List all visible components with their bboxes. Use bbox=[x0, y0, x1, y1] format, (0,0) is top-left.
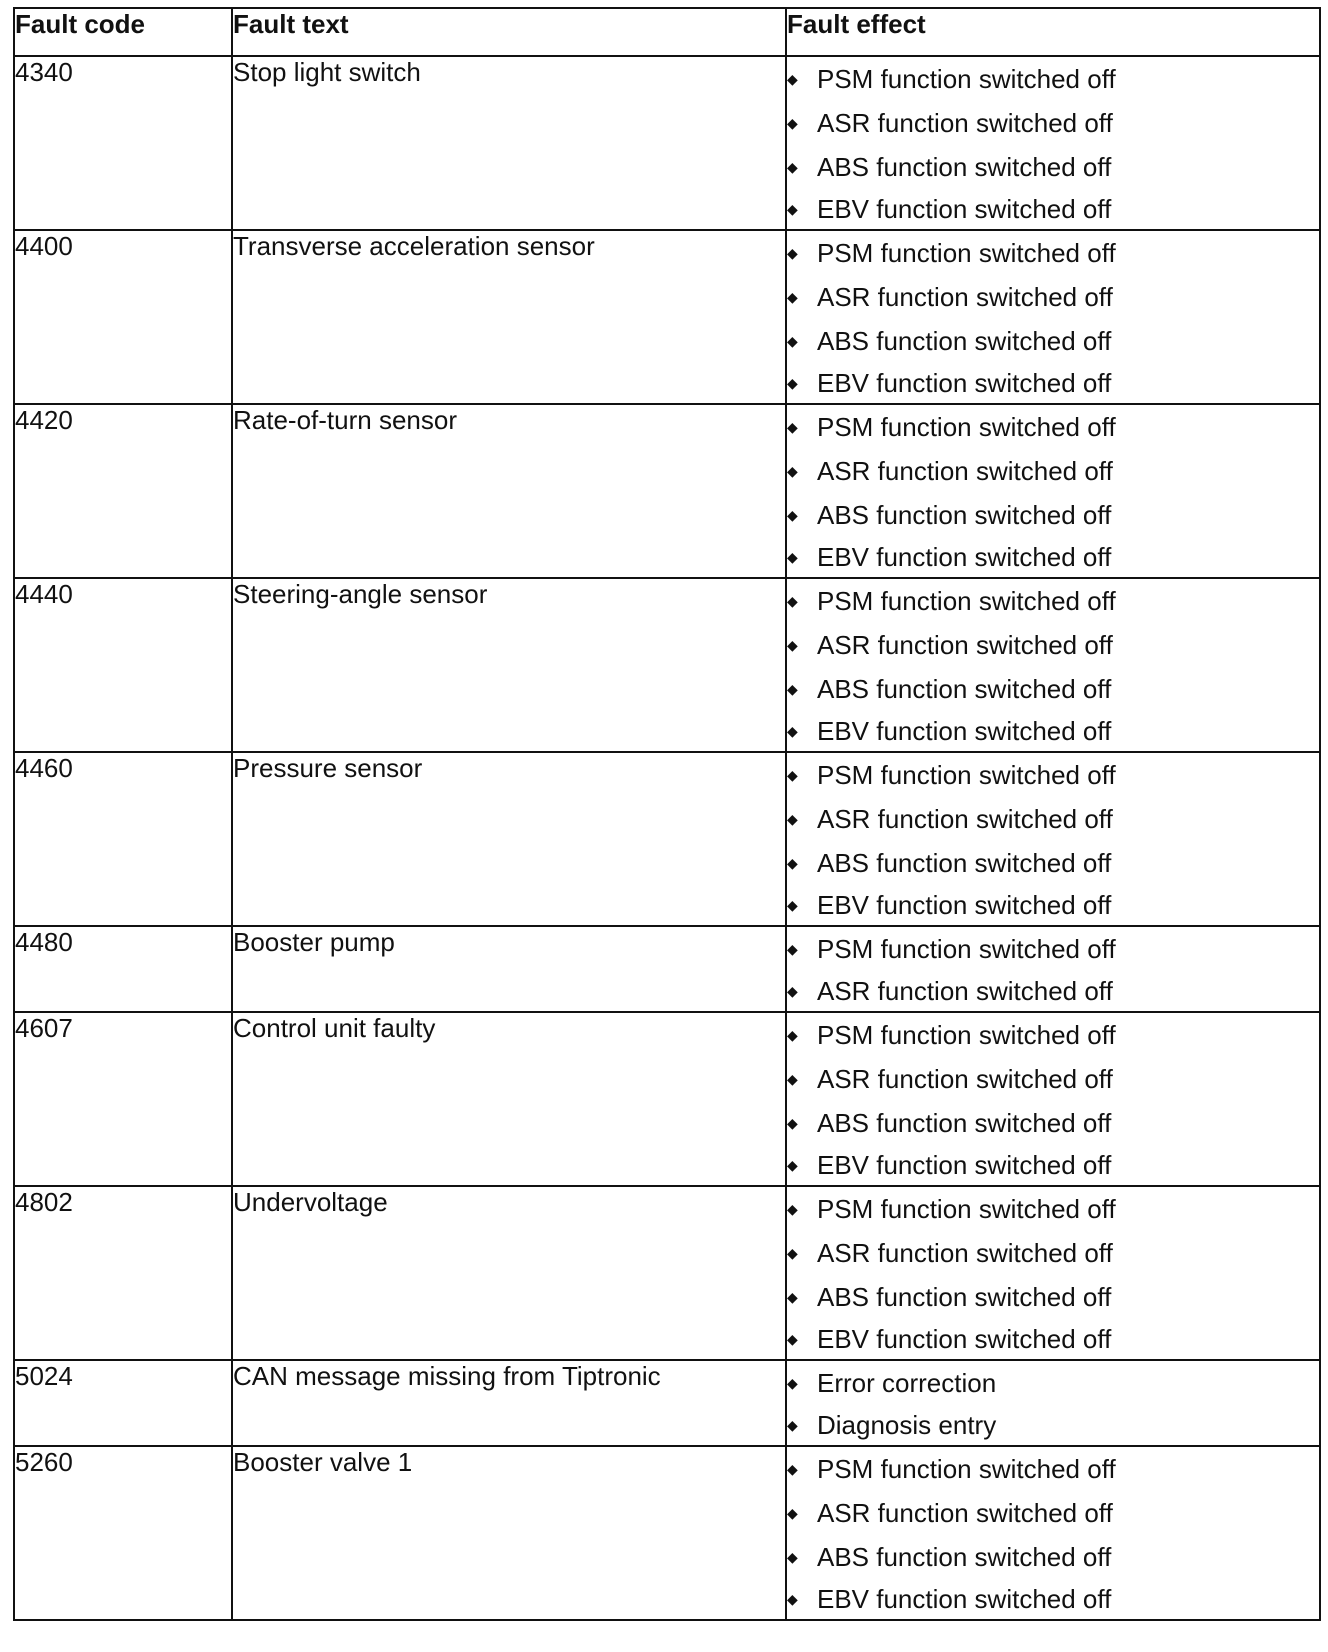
fault-effect-text: ABS function switched off bbox=[817, 674, 1112, 704]
diamond-bullet-icon: ◆ bbox=[787, 201, 798, 218]
fault-effect-list bbox=[787, 927, 1319, 1011]
fault-text-cell: Rate-of-turn sensor bbox=[232, 404, 786, 578]
fault-effect-cell bbox=[786, 578, 1320, 752]
diamond-bullet-icon: ◆ bbox=[787, 1201, 798, 1218]
fault-effect-item bbox=[787, 971, 1319, 1011]
fault-effect-item bbox=[787, 145, 1319, 189]
header-fault-text: Fault text bbox=[232, 8, 786, 56]
diamond-bullet-icon: ◆ bbox=[787, 419, 798, 436]
fault-code-cell: 4460 bbox=[14, 752, 232, 926]
fault-effect-item bbox=[787, 1535, 1319, 1579]
fault-effect-item bbox=[787, 57, 1319, 101]
fault-effect-item bbox=[787, 1013, 1319, 1057]
fault-text-cell: Control unit faulty bbox=[232, 1012, 786, 1186]
fault-effect-text: ABS function switched off bbox=[817, 848, 1112, 878]
fault-effect-text: ASR function switched off bbox=[817, 976, 1113, 1006]
fault-effect-item bbox=[787, 1275, 1319, 1319]
fault-text-cell: Booster valve 1 bbox=[232, 1446, 786, 1620]
diamond-bullet-icon: ◆ bbox=[787, 333, 798, 350]
fault-effect-text: EBV function switched off bbox=[817, 542, 1112, 572]
diamond-bullet-icon: ◆ bbox=[787, 1331, 798, 1348]
table-body bbox=[14, 56, 1320, 1620]
fault-effect-list bbox=[787, 1447, 1319, 1619]
fault-effect-item bbox=[787, 753, 1319, 797]
fault-effect-item bbox=[787, 711, 1319, 751]
fault-effect-item bbox=[787, 927, 1319, 971]
fault-effect-text: PSM function switched off bbox=[817, 760, 1116, 790]
fault-code-cell: 4440 bbox=[14, 578, 232, 752]
table-row bbox=[14, 1186, 1320, 1360]
fault-effect-text: EBV function switched off bbox=[817, 716, 1112, 746]
fault-effect-item bbox=[787, 231, 1319, 275]
diamond-bullet-icon: ◆ bbox=[787, 1289, 798, 1306]
fault-effect-item bbox=[787, 841, 1319, 885]
diamond-bullet-icon: ◆ bbox=[787, 1027, 798, 1044]
diamond-bullet-icon: ◆ bbox=[787, 637, 798, 654]
fault-effect-text: ASR function switched off bbox=[817, 282, 1113, 312]
diamond-bullet-icon: ◆ bbox=[787, 71, 798, 88]
fault-code-cell: 4480 bbox=[14, 926, 232, 1012]
fault-effect-cell bbox=[786, 752, 1320, 926]
fault-code-table bbox=[13, 7, 1321, 1621]
fault-code-cell: 4420 bbox=[14, 404, 232, 578]
fault-effect-text: ASR function switched off bbox=[817, 1238, 1113, 1268]
fault-effect-list bbox=[787, 57, 1319, 229]
fault-effect-text: ASR function switched off bbox=[817, 804, 1113, 834]
fault-text-cell: Booster pump bbox=[232, 926, 786, 1012]
diamond-bullet-icon: ◆ bbox=[787, 1461, 798, 1478]
diamond-bullet-icon: ◆ bbox=[787, 159, 798, 176]
fault-effect-item bbox=[787, 1491, 1319, 1535]
fault-effect-text: Error correction bbox=[817, 1368, 997, 1398]
fault-effect-item bbox=[787, 623, 1319, 667]
fault-effect-list bbox=[787, 1187, 1319, 1359]
fault-effect-list bbox=[787, 1361, 1319, 1445]
fault-effect-cell bbox=[786, 1186, 1320, 1360]
fault-effect-cell bbox=[786, 404, 1320, 578]
fault-text-cell: Pressure sensor bbox=[232, 752, 786, 926]
diamond-bullet-icon: ◆ bbox=[787, 1071, 798, 1088]
header-fault-effect: Fault effect bbox=[786, 8, 1320, 56]
diamond-bullet-icon: ◆ bbox=[787, 897, 798, 914]
table-row bbox=[14, 752, 1320, 926]
fault-effect-text: ABS function switched off bbox=[817, 1108, 1112, 1138]
diamond-bullet-icon: ◆ bbox=[787, 289, 798, 306]
fault-effect-text: EBV function switched off bbox=[817, 194, 1112, 224]
fault-text-cell: Steering-angle sensor bbox=[232, 578, 786, 752]
fault-effect-item bbox=[787, 1145, 1319, 1185]
fault-effect-text: ABS function switched off bbox=[817, 1282, 1112, 1312]
fault-effect-item bbox=[787, 189, 1319, 229]
fault-effect-item bbox=[787, 449, 1319, 493]
fault-effect-text: PSM function switched off bbox=[817, 64, 1116, 94]
fault-effect-cell bbox=[786, 1446, 1320, 1620]
fault-effect-item bbox=[787, 363, 1319, 403]
fault-effect-text: ASR function switched off bbox=[817, 630, 1113, 660]
fault-effect-text: ABS function switched off bbox=[817, 500, 1112, 530]
fault-effect-text: PSM function switched off bbox=[817, 934, 1116, 964]
diamond-bullet-icon: ◆ bbox=[787, 1245, 798, 1262]
fault-effect-item bbox=[787, 1405, 1319, 1445]
fault-effect-item bbox=[787, 885, 1319, 925]
fault-effect-cell bbox=[786, 1012, 1320, 1186]
fault-effect-text: PSM function switched off bbox=[817, 1020, 1116, 1050]
fault-text-cell: Undervoltage bbox=[232, 1186, 786, 1360]
fault-effect-text: ABS function switched off bbox=[817, 152, 1112, 182]
fault-effect-item bbox=[787, 1187, 1319, 1231]
table-row bbox=[14, 404, 1320, 578]
fault-effect-text: PSM function switched off bbox=[817, 1194, 1116, 1224]
diamond-bullet-icon: ◆ bbox=[787, 549, 798, 566]
fault-effect-item bbox=[787, 405, 1319, 449]
diamond-bullet-icon: ◆ bbox=[787, 767, 798, 784]
fault-effect-item bbox=[787, 101, 1319, 145]
fault-effect-item bbox=[787, 537, 1319, 577]
table-row bbox=[14, 1360, 1320, 1446]
fault-effect-text: PSM function switched off bbox=[817, 1454, 1116, 1484]
diamond-bullet-icon: ◆ bbox=[787, 1549, 798, 1566]
table-row bbox=[14, 926, 1320, 1012]
fault-code-cell: 4802 bbox=[14, 1186, 232, 1360]
fault-effect-list bbox=[787, 405, 1319, 577]
diamond-bullet-icon: ◆ bbox=[787, 1375, 798, 1392]
fault-effect-item bbox=[787, 667, 1319, 711]
table-row bbox=[14, 230, 1320, 404]
header-fault-code: Fault code bbox=[14, 8, 232, 56]
diamond-bullet-icon: ◆ bbox=[787, 983, 798, 1000]
fault-effect-text: PSM function switched off bbox=[817, 238, 1116, 268]
fault-effect-item bbox=[787, 1361, 1319, 1405]
fault-code-cell: 5024 bbox=[14, 1360, 232, 1446]
fault-effect-item bbox=[787, 1579, 1319, 1619]
fault-effect-cell bbox=[786, 1360, 1320, 1446]
diamond-bullet-icon: ◆ bbox=[787, 1591, 798, 1608]
fault-effect-text: EBV function switched off bbox=[817, 1324, 1112, 1354]
fault-text-cell: CAN message missing from Tiptronic bbox=[232, 1360, 786, 1446]
diamond-bullet-icon: ◆ bbox=[787, 507, 798, 524]
fault-effect-text: EBV function switched off bbox=[817, 1584, 1112, 1614]
table-row bbox=[14, 56, 1320, 230]
fault-effect-item bbox=[787, 1101, 1319, 1145]
diamond-bullet-icon: ◆ bbox=[787, 941, 798, 958]
fault-effect-text: ABS function switched off bbox=[817, 326, 1112, 356]
fault-effect-list bbox=[787, 753, 1319, 925]
fault-text-cell: Stop light switch bbox=[232, 56, 786, 230]
fault-effect-text: Diagnosis entry bbox=[817, 1410, 997, 1440]
fault-text-cell: Transverse acceleration sensor bbox=[232, 230, 786, 404]
fault-effect-cell bbox=[786, 56, 1320, 230]
fault-effect-item bbox=[787, 319, 1319, 363]
table-row bbox=[14, 1012, 1320, 1186]
fault-effect-item bbox=[787, 275, 1319, 319]
fault-code-cell: 4340 bbox=[14, 56, 232, 230]
fault-effect-item bbox=[787, 1231, 1319, 1275]
table-header-row bbox=[14, 8, 1320, 56]
diamond-bullet-icon: ◆ bbox=[787, 723, 798, 740]
fault-effect-text: PSM function switched off bbox=[817, 586, 1116, 616]
diamond-bullet-icon: ◆ bbox=[787, 463, 798, 480]
fault-code-cell: 5260 bbox=[14, 1446, 232, 1620]
diamond-bullet-icon: ◆ bbox=[787, 593, 798, 610]
diamond-bullet-icon: ◆ bbox=[787, 811, 798, 828]
fault-effect-list bbox=[787, 579, 1319, 751]
fault-effect-list bbox=[787, 1013, 1319, 1185]
fault-effect-item bbox=[787, 579, 1319, 623]
fault-effect-list bbox=[787, 231, 1319, 403]
table-row bbox=[14, 1446, 1320, 1620]
fault-effect-text: ASR function switched off bbox=[817, 1498, 1113, 1528]
fault-effect-cell bbox=[786, 926, 1320, 1012]
table-row bbox=[14, 578, 1320, 752]
fault-effect-cell bbox=[786, 230, 1320, 404]
fault-effect-text: EBV function switched off bbox=[817, 368, 1112, 398]
diamond-bullet-icon: ◆ bbox=[787, 375, 798, 392]
diamond-bullet-icon: ◆ bbox=[787, 1115, 798, 1132]
fault-effect-item bbox=[787, 493, 1319, 537]
fault-effect-text: EBV function switched off bbox=[817, 890, 1112, 920]
fault-effect-item bbox=[787, 1447, 1319, 1491]
diamond-bullet-icon: ◆ bbox=[787, 245, 798, 262]
diamond-bullet-icon: ◆ bbox=[787, 1505, 798, 1522]
fault-effect-text: EBV function switched off bbox=[817, 1150, 1112, 1180]
fault-effect-text: ASR function switched off bbox=[817, 1064, 1113, 1094]
diamond-bullet-icon: ◆ bbox=[787, 1417, 798, 1434]
diamond-bullet-icon: ◆ bbox=[787, 1157, 798, 1174]
fault-effect-text: PSM function switched off bbox=[817, 412, 1116, 442]
fault-effect-item bbox=[787, 1057, 1319, 1101]
fault-code-cell: 4607 bbox=[14, 1012, 232, 1186]
diamond-bullet-icon: ◆ bbox=[787, 681, 798, 698]
fault-effect-text: ABS function switched off bbox=[817, 1542, 1112, 1572]
fault-code-cell: 4400 bbox=[14, 230, 232, 404]
diamond-bullet-icon: ◆ bbox=[787, 115, 798, 132]
fault-effect-item bbox=[787, 797, 1319, 841]
fault-effect-item bbox=[787, 1319, 1319, 1359]
fault-effect-text: ASR function switched off bbox=[817, 108, 1113, 138]
diamond-bullet-icon: ◆ bbox=[787, 855, 798, 872]
fault-effect-text: ASR function switched off bbox=[817, 456, 1113, 486]
